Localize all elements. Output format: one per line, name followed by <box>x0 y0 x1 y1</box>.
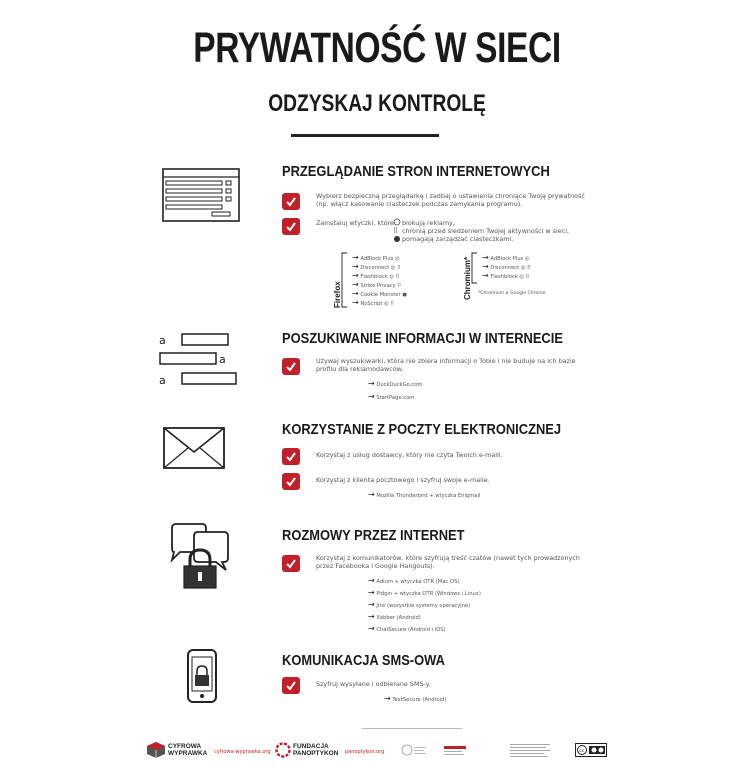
footer-logo-cyfrowa: CYFROWA WYPRAWKA <box>168 743 208 757</box>
plugin-item: → NoScript ◎ ⠿ <box>352 298 395 307</box>
ministry-emblem-icon <box>400 742 428 760</box>
browser-window-icon <box>162 168 242 224</box>
link-item: → DuckDuckGo.com <box>368 379 423 388</box>
cyfrowa-wyprawka-logo-icon <box>146 741 166 759</box>
partner-logo-icon <box>443 742 469 760</box>
search-fields-icon <box>156 330 246 390</box>
chromium-note: *Chromium a Google Chrome <box>478 291 546 296</box>
plugin-symbols-icon <box>392 218 402 244</box>
plugin-item: → AdBlock Plus ◎ <box>352 253 400 262</box>
panoptykon-logo-icon <box>275 742 291 758</box>
plugin-item: → AdBlock Plus ◎ <box>482 253 530 262</box>
svg-text:a: a <box>159 374 166 387</box>
plugin-item: → Flashblock ◎ ⠿ <box>482 271 530 280</box>
check-icon <box>282 218 300 235</box>
text-line: (np. włącz kasowanie ciasteczek podczas zamykania programu). <box>316 200 523 208</box>
funding-note-icon <box>510 742 554 760</box>
chat-lock-icon <box>164 522 232 592</box>
creative-commons-icon <box>575 743 607 757</box>
section-heading-chat: ROZMOWY PRZEZ INTERNET <box>282 527 465 544</box>
plugin-item: → Cookie Monster ● <box>352 289 407 298</box>
link-item: → StartPage.com <box>368 392 415 401</box>
check-icon <box>282 473 300 490</box>
svg-text:cc: cc <box>579 749 585 754</box>
firefox-label: Firefox <box>333 281 342 308</box>
footer-url-cyfrowa[interactable]: cyfrowa-wyprawka.org <box>214 749 271 755</box>
chromium-label: Chromium* <box>463 256 472 300</box>
check-icon <box>282 555 300 572</box>
text-line: Korzystaj z usług dostawcy, który nie czyta Twoich e-maili. <box>316 451 503 459</box>
plugin-item: → Strike Privacy ⠿ <box>352 280 402 289</box>
link-item: → Pidgin + wtyczka OTR (Windows i Linux) <box>368 588 481 597</box>
text-line: Szyfruj wysyłane i odbierane SMS-y. <box>316 680 431 688</box>
svg-text:⠿: ⠿ <box>393 227 399 235</box>
text-line: przez Facebooka i Google Hangouts). <box>316 562 435 570</box>
plugin-item: → Flashblock ◎ ⠿ <box>352 271 400 280</box>
plugin-item: → Disconnect ◎ ⠿ <box>352 262 401 271</box>
text-line: Korzystaj z klienta pocztowego i szyfruj swoje e-maile. <box>316 476 490 484</box>
link-item: → Xabber (Android) <box>368 612 421 621</box>
link-item: → Adium + wtyczka OTR (Mac OS) <box>368 576 460 585</box>
svg-text:a: a <box>159 334 166 347</box>
phone-lock-icon <box>186 648 218 704</box>
link-item: → TextSecure (Android) <box>384 694 447 703</box>
text-line: Zainstaluj wtyczki, które: <box>316 219 397 227</box>
check-icon <box>282 677 300 694</box>
link-item: → Mozilla Thunderbird + wtyczka Enigmail <box>368 490 481 499</box>
footer-url-panoptykon[interactable]: panoptykon.org <box>345 749 385 755</box>
text-line: blokują reklamy, <box>402 219 455 227</box>
text-line: profilu dla reklamodawców. <box>316 365 404 373</box>
link-item: → ChatSecure (Android i iOS) <box>368 624 446 633</box>
footer-logo-panoptykon: FUNDACJA PANOPTYKON <box>293 743 339 757</box>
envelope-icon <box>162 426 226 470</box>
footer-divider <box>362 728 462 729</box>
text-line: pomagają zarządzać ciasteczkami. <box>402 235 514 243</box>
check-icon <box>282 448 300 465</box>
section-heading-browsing: PRZEGLĄDANIE STRON INTERNETOWYCH <box>282 163 550 180</box>
text-line: chronią przed śledzeniem Twojej aktywności w sieci, <box>402 227 570 235</box>
bracket-icon <box>469 252 479 284</box>
section-heading-email: KORZYSTANIE Z POCZTY ELEKTRONICZNEJ <box>282 421 562 438</box>
link-item: → Jitsi (wszystkie systemy operacyjne) <box>368 600 471 609</box>
svg-text:a: a <box>219 353 226 366</box>
section-heading-sms: KOMUNIKACJA SMS-OWA <box>282 652 445 669</box>
check-icon <box>282 193 300 210</box>
plugin-item: → Disconnect ◎ ⠿ <box>482 262 531 271</box>
text-line: Wybierz bezpieczną przeglądarkę i zadbaj o ustawienia chroniące Twoją prywatność <box>316 192 585 200</box>
text-line: Używaj wyszukiwarki, która nie zbiera informacji o Tobie i nie buduje na ich bazie <box>316 357 576 365</box>
section-heading-search: POSZUKIWANIE INFORMACJI W INTERNECIE <box>282 330 563 347</box>
page-subtitle: ODZYSKAJ KONTROLĘ <box>268 90 486 117</box>
title-divider <box>291 134 439 137</box>
text-line: Korzystaj z komunikatorów, które szyfrują treść czatów (nawet tych prowadzonych <box>316 554 580 562</box>
bracket-icon <box>339 252 349 308</box>
page-title: PRYWATNOŚĆ W SIECI <box>193 24 561 72</box>
check-icon <box>282 358 300 375</box>
